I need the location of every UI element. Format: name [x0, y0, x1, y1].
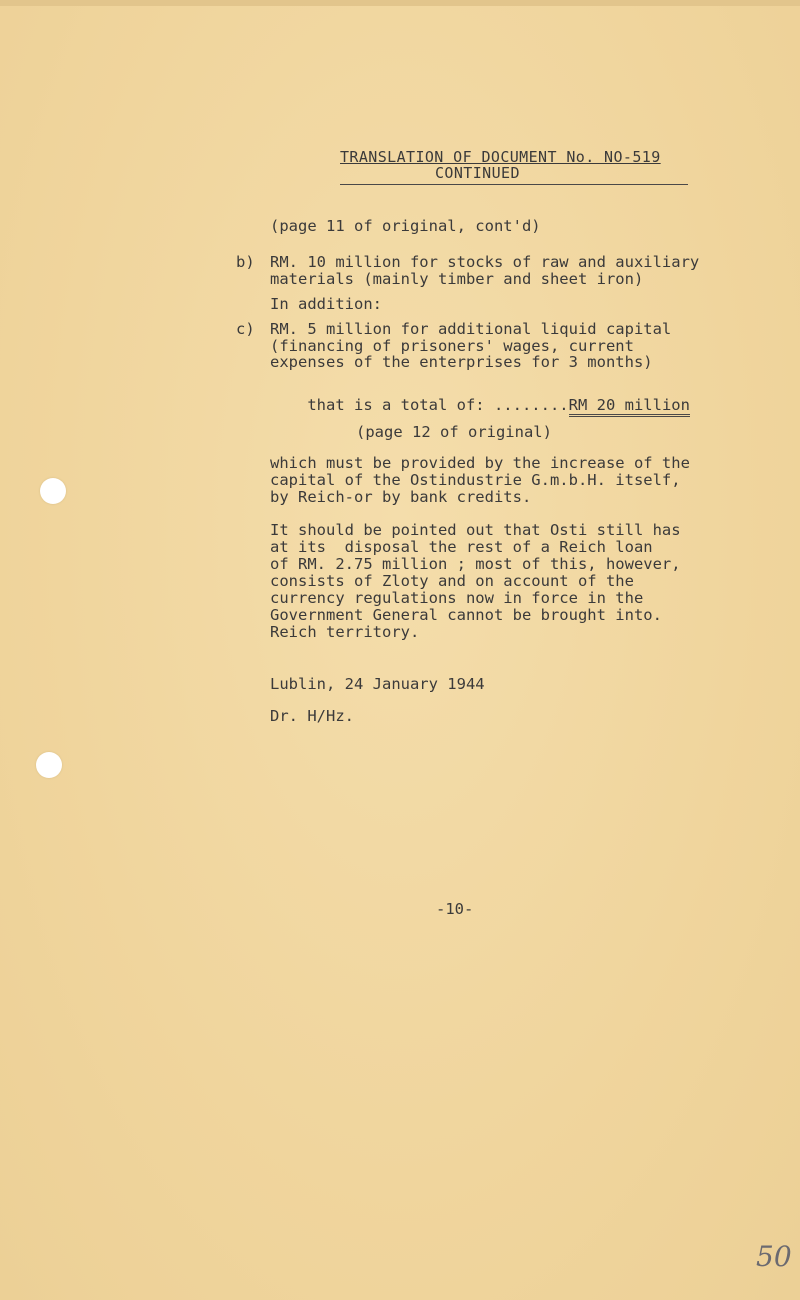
document-title — [340, 148, 700, 182]
title-line-1: TRANSLATION OF DOCUMENT No. NO-519 — [340, 148, 661, 166]
para-2-line-4: consists of Zloty and on account of the — [270, 572, 634, 590]
punch-hole-top — [40, 478, 66, 504]
item-b-line-2: materials (mainly timber and sheet iron) — [270, 270, 644, 288]
title-line-2: CONTINUED — [435, 164, 520, 182]
item-b-line-1: RM. 10 million for stocks of raw and auxiliary — [270, 253, 700, 271]
item-c-marker: c) — [236, 320, 255, 338]
punch-hole-bottom — [36, 752, 62, 778]
para-2-line-7: Reich territory. — [270, 623, 420, 641]
signature-initials: Dr. H/Hz. — [270, 707, 354, 725]
in-addition-label: In addition: — [270, 295, 382, 313]
para-1-line-3: by Reich-or by bank credits. — [270, 488, 532, 506]
para-2-line-1: It should be pointed out that Osti still has — [270, 521, 681, 539]
para-2-line-2: at its disposal the rest of a Reich loan — [270, 538, 653, 556]
item-c-line-1: RM. 5 million for additional liquid capital — [270, 320, 672, 338]
para-1-line-1: which must be provided by the increase of the — [270, 454, 690, 472]
para-1-line-2: capital of the Ostindustrie G.m.b.H. itself, — [270, 471, 681, 489]
item-c-line-2: (financing of prisoners' wages, current — [270, 337, 634, 355]
para-2-line-6: Government General cannot be brought into. — [270, 606, 662, 624]
page-reference-12: (page 12 of original) — [356, 423, 552, 441]
handwritten-page-number: 50 — [756, 1240, 792, 1273]
para-2-line-5: currency regulations now in force in the — [270, 589, 644, 607]
item-c-line-3: expenses of the enterprises for 3 months) — [270, 353, 653, 371]
para-2-line-3: of RM. 2.75 million ; most of this, however, — [270, 555, 681, 573]
title-rule — [340, 184, 688, 185]
total-prefix: that is a total of: ........ — [307, 396, 569, 414]
page-number: -10- — [436, 900, 474, 918]
item-b-marker: b) — [236, 253, 255, 271]
place-and-date: Lublin, 24 January 1944 — [270, 675, 485, 693]
paper-top-edge — [0, 0, 800, 6]
total-value: RM 20 million — [569, 396, 690, 417]
page-reference-11: (page 11 of original, cont'd) — [270, 217, 541, 235]
